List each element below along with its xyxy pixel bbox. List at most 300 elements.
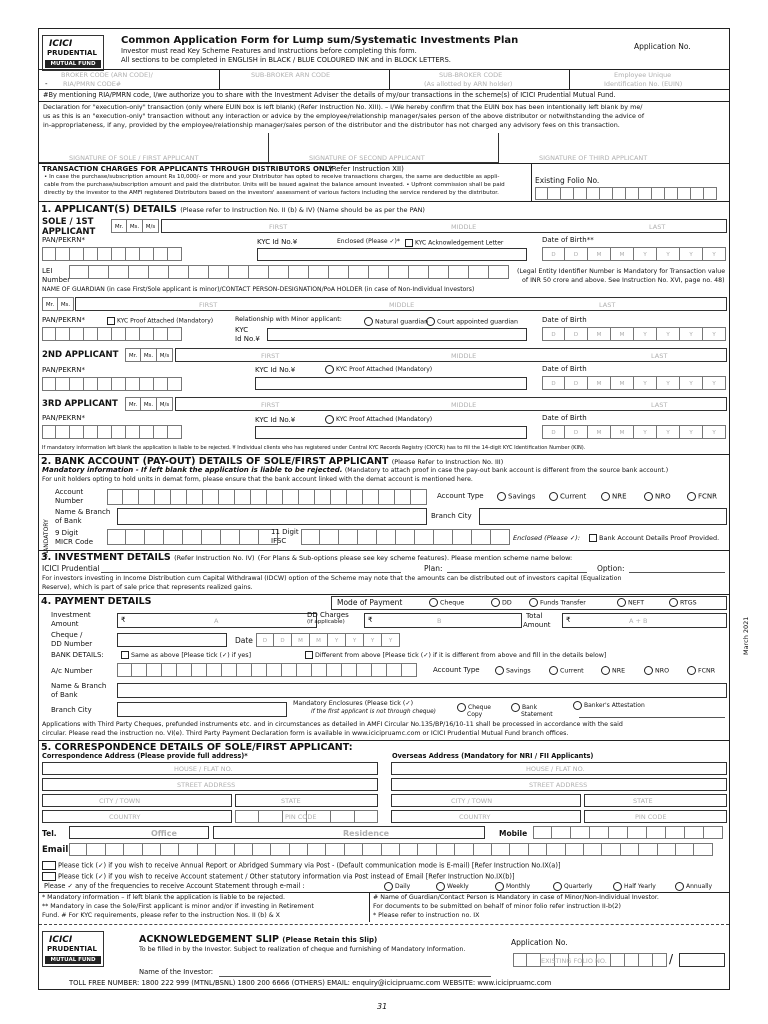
payment-mode-label: Mode of Payment bbox=[337, 598, 403, 607]
third-party-note-2: circular. Please read the instruction no. VI(e). Third Party Payment Declaration form is available in www.icicipruamc.com or ICICI Prudential Mutual Fund branch offices. bbox=[42, 730, 569, 737]
radio-icon[interactable] bbox=[491, 598, 500, 607]
footnote-6: * Please refer to instruction no. IX bbox=[373, 912, 480, 919]
checkbox-icon[interactable] bbox=[42, 861, 56, 870]
corr-street-hint: STREET ADDRESS bbox=[177, 781, 236, 789]
title-options-1[interactable] bbox=[111, 219, 159, 233]
application-no-label: Application No. bbox=[634, 42, 691, 51]
ack-title: ACKNOWLEDGEMENT SLIP (Please Retain this Slip) bbox=[139, 934, 378, 945]
court-guardian-radio[interactable] bbox=[426, 317, 518, 326]
overseas-house-hint: HOUSE / FLAT NO. bbox=[526, 765, 585, 773]
same-as-above-label: Same as above [Please tick (✓) if yes] bbox=[131, 652, 252, 659]
second-kyc-proof-label: KYC Proof Attached (Mandatory) bbox=[336, 366, 433, 373]
sub-broker-allotted-label: (As allotted by ARN holder) bbox=[424, 80, 513, 88]
savings-radio[interactable] bbox=[497, 492, 535, 501]
third-mr[interactable]: Mr. bbox=[125, 397, 141, 411]
euin-label-2: Identification No. (EUIN) bbox=[604, 80, 683, 88]
radio-icon[interactable] bbox=[687, 492, 696, 501]
third-first-hint: FIRST bbox=[261, 401, 280, 409]
guardian-kyc-label-2: Id No.¥ bbox=[235, 335, 260, 343]
ifsc-label-1: 11 Digit bbox=[271, 528, 299, 536]
freq-monthly-radio[interactable] bbox=[495, 882, 530, 891]
different-label: Different from above [Please tick (✓) if it is different from above and fill in the details below] bbox=[315, 652, 607, 659]
relationship-label: Relationship with Minor applicant: bbox=[235, 316, 342, 323]
cheque-radio[interactable] bbox=[429, 598, 464, 607]
payment-account-type-label: Account Type bbox=[433, 666, 480, 674]
second-kyc-proof[interactable] bbox=[325, 365, 432, 374]
freq-monthly-label: Monthly bbox=[506, 883, 531, 890]
declaration-line-2: us as this is an "execution-only" transaction without any interaction or advice by the employee/relationship manager/sales person of the above distributor or notwithstanding the advice of bbox=[43, 112, 645, 120]
checkbox-icon[interactable] bbox=[121, 651, 129, 659]
nre-radio[interactable] bbox=[601, 492, 627, 501]
second-middle-hint: MIDDLE bbox=[451, 352, 477, 360]
euin-label-1: Employee Unique bbox=[614, 71, 672, 79]
corr-country-hint: COUNTRY bbox=[109, 813, 141, 821]
payment-date-input[interactable]: D D M M Y Y Y Y bbox=[256, 633, 400, 647]
ack-folio-hint: EXISTING FOLIO NO. bbox=[541, 957, 607, 965]
ack-folio-suffix-input[interactable] bbox=[679, 953, 725, 967]
third-last-hint: LAST bbox=[651, 401, 668, 409]
overseas-pin-hint: PIN CODE bbox=[635, 813, 667, 821]
signature-third-label: SIGNATURE OF THIRD APPLICANT bbox=[539, 154, 648, 162]
radio-icon[interactable] bbox=[669, 598, 678, 607]
cheque-label: Cheque bbox=[440, 599, 465, 607]
current-radio[interactable] bbox=[549, 492, 586, 501]
third-dob-input[interactable]: D D M M Y Y Y Y bbox=[542, 425, 726, 439]
title-options-3[interactable] bbox=[125, 397, 173, 411]
guardian-middle-hint: MIDDLE bbox=[389, 301, 415, 309]
radio-icon[interactable] bbox=[573, 701, 582, 710]
title-mr[interactable]: Mr. bbox=[111, 219, 127, 233]
payment-nre-label: NRE bbox=[612, 667, 626, 675]
guardian-pan-label: PAN/PEKRN* bbox=[42, 316, 85, 324]
payment-nre-radio[interactable] bbox=[601, 666, 625, 675]
header-line-2: All sections to be completed in ENGLISH in BLACK / BLUE COLOURED INK and in BLOCK LETTERS. bbox=[121, 56, 451, 64]
ack-icici-logo bbox=[42, 931, 104, 967]
ria-authorization-note: #By mentioning RIA/PMRN code, I/we authorize you to share with the Investment Adviser the details of my/our transactions in the scheme(s) of ICICI Prudential Mutual Fund. bbox=[43, 91, 616, 99]
corr-state-hint: STATE bbox=[281, 797, 301, 805]
ack-logo-sub: PRUDENTIAL bbox=[47, 945, 97, 953]
radio-icon[interactable] bbox=[497, 492, 506, 501]
mandatory-side-label: MANDATORY bbox=[43, 519, 50, 557]
checkbox-icon[interactable] bbox=[305, 651, 313, 659]
footnote-1: * Mandatory information – If left blank the application is liable to be rejected. bbox=[42, 894, 285, 901]
signature-second-label: SIGNATURE OF SECOND APPLICANT bbox=[309, 154, 425, 162]
charges-note-3: directly by the investor to the AMFI registered Distributors based on the investors' assessment of various factors including the service rendered by the distributor. bbox=[44, 190, 499, 196]
guardian-kyc-label-1: KYC bbox=[235, 326, 249, 334]
idcw-note-2: Reserve), which is part of sale price that represents realized gains. bbox=[42, 584, 253, 591]
overseas-state-input[interactable] bbox=[584, 794, 727, 807]
middle-name-hint: MIDDLE bbox=[451, 223, 477, 231]
radio-icon[interactable] bbox=[601, 492, 610, 501]
payment-nro-radio[interactable] bbox=[644, 666, 669, 675]
guardian-label: NAME OF GUARDIAN (in case First/Sole applicant is minor)/CONTACT PERSON-DESIGNATION/PoA HOLDER (in case of Non-Individual Investors) bbox=[42, 286, 475, 293]
declaration-line-3: in-appropriateness, if any, provided by the employee/relationship manager/sales person of the distributor and the distributor has not charged any advisory fees on this transaction. bbox=[43, 121, 620, 129]
radio-icon[interactable] bbox=[511, 703, 520, 712]
print-date: March 2021 bbox=[742, 616, 750, 655]
radio-icon[interactable] bbox=[457, 703, 466, 712]
radio-icon[interactable] bbox=[549, 492, 558, 501]
radio-icon[interactable] bbox=[436, 882, 445, 891]
attestation-input[interactable] bbox=[579, 717, 725, 718]
savings-label: Savings bbox=[508, 492, 536, 501]
payment-branch-label-1: Name & Branch bbox=[51, 682, 107, 690]
payment-savings-label: Savings bbox=[506, 667, 531, 675]
kyc-ack-checkbox[interactable] bbox=[405, 239, 503, 247]
second-last-hint: LAST bbox=[651, 352, 668, 360]
icici-logo bbox=[42, 35, 104, 71]
cheque-copy-label: Cheque bbox=[468, 704, 491, 711]
payment-current-label: Current bbox=[560, 667, 584, 675]
ack-slash: / bbox=[669, 952, 674, 966]
corr-house-hint: HOUSE / FLAT NO. bbox=[174, 765, 233, 773]
micr-label-1: 9 Digit bbox=[55, 529, 79, 537]
kyc-id-input[interactable] bbox=[257, 248, 527, 261]
nro-radio[interactable] bbox=[644, 492, 671, 501]
kyc-id-label: KYC Id No.¥ bbox=[257, 238, 298, 246]
ifsc-label-2: IFSC bbox=[271, 537, 287, 545]
cheque-dd-label-1: Cheque / bbox=[51, 631, 83, 639]
sole-name-input[interactable] bbox=[161, 219, 727, 233]
fcnr-radio[interactable] bbox=[687, 492, 717, 501]
third-party-note-1: Applications with Third Party Cheques, prefunded instruments etc. and in circumstances as detailed in AMFI Circular No.135/BP/16/10-11 shall be processed in accordance with the said bbox=[42, 721, 623, 728]
freq-quarterly-radio[interactable] bbox=[553, 882, 592, 891]
dob-label: Date of Birth** bbox=[542, 236, 594, 244]
amount-a-hint: A bbox=[214, 617, 219, 625]
bank-proof-label: Bank Account Details Proof Provided. bbox=[599, 534, 720, 542]
guardian-kyc-input[interactable] bbox=[267, 328, 527, 341]
investment-amount-label-2: Amount bbox=[51, 620, 79, 628]
footnote-4: # Name of Guardian/Contact Person is Mandatory in case of Minor/Non-Individual Investor. bbox=[373, 894, 659, 901]
guardian-dob-input[interactable]: D D M M Y Y Y Y bbox=[542, 327, 726, 341]
guardian-kyc-proof[interactable] bbox=[107, 317, 213, 325]
tel-residence-hint: Residence bbox=[343, 829, 390, 838]
investment-amount-label-1: Investment bbox=[51, 611, 91, 619]
section-5-title: 5. CORRESPONDENCE DETAILS OF SOLE/FIRST APPLICANT: bbox=[41, 742, 353, 753]
plan-label: Plan: bbox=[424, 564, 443, 573]
checkbox-icon[interactable] bbox=[405, 239, 413, 247]
second-ms[interactable]: Ms. bbox=[141, 348, 157, 362]
freq-half-yearly-label: Half Yearly bbox=[624, 883, 656, 890]
page-number: 31 bbox=[377, 1002, 388, 1011]
last-name-hint: LAST bbox=[649, 223, 666, 231]
corr-pin-hint: PIN CODE bbox=[285, 813, 317, 821]
application-form bbox=[38, 28, 730, 990]
bank-mandatory-note: Mandatory information - If left blank the application is liable to be rejected. (Mandatory to attach proof in case the pay-out bank account is different from the source bank account.) bbox=[42, 466, 669, 474]
plan-input[interactable] bbox=[447, 572, 587, 573]
existing-folio-input[interactable] bbox=[535, 187, 717, 200]
dob-input[interactable]: D D M M Y Y Y Y bbox=[542, 247, 726, 261]
bank-branch-label-1: Name & Branch bbox=[55, 508, 111, 516]
radio-icon[interactable] bbox=[495, 882, 504, 891]
enclosed-label: Enclosed (Please ✓)* bbox=[337, 238, 400, 245]
second-applicant-label: 2ND APPLICANT bbox=[42, 350, 119, 360]
guardian-mr[interactable]: Mr. bbox=[42, 297, 58, 311]
sole-label: SOLE / 1ST bbox=[42, 217, 94, 227]
third-kyc-proof[interactable] bbox=[325, 415, 432, 424]
dash-mark: - bbox=[45, 80, 48, 88]
lei-note-2: of INR 50 crore and above. See Instruction No. XVI, page no. 48) bbox=[522, 277, 725, 284]
nre-label: NRE bbox=[612, 492, 627, 501]
bank-enclosed-label: Enclosed (Please ✓): bbox=[513, 534, 581, 542]
email-input[interactable] bbox=[69, 843, 713, 856]
mandatory-enclosures-label: Mandatory Enclosures (Please tick (✓) bbox=[293, 700, 414, 707]
payment-branch-input[interactable] bbox=[117, 683, 727, 698]
funds-transfer-label: Funds Transfer bbox=[540, 599, 586, 607]
radio-icon[interactable] bbox=[364, 317, 373, 326]
third-ms[interactable]: Ms. bbox=[141, 397, 157, 411]
corr-state-input[interactable] bbox=[235, 794, 378, 807]
payment-branch-label-2: of Bank bbox=[51, 691, 78, 699]
sub-broker-arn-label: SUB-BROKER ARN CODE bbox=[251, 71, 331, 79]
ack-contact-line: TOLL FREE NUMBER: 1800 222 999 (MTNL/BSNL) 1800 200 6666 (OTHERS) EMAIL: enquiry@icicipruamc.com WEBSITE: www.icicipruamc.com bbox=[69, 979, 552, 987]
radio-icon[interactable] bbox=[325, 365, 334, 374]
bank-statement-label-2: Statement bbox=[521, 711, 553, 718]
logo-band: MUTUAL FUND bbox=[45, 60, 101, 68]
applicant-label: APPLICANT bbox=[42, 227, 96, 237]
cheque-dd-label-2: DD Number bbox=[51, 640, 93, 648]
first-name-hint: FIRST bbox=[269, 223, 288, 231]
natural-guardian-radio[interactable] bbox=[364, 317, 428, 326]
demat-note: For unit holders opting to hold units in demat form, please ensure that the bank account linked with the demat account is mentioned here. bbox=[42, 476, 473, 483]
section-3-title: 3. INVESTMENT DETAILS (Refer Instruction No. IV) (For Plans & Sub-options please see key scheme features). Please mention scheme name below: bbox=[41, 552, 573, 563]
footnote-2: ** Mandatory in case the Sole/First applicant is minor and/or if investing in Retirement bbox=[42, 903, 314, 910]
dd-charges-input[interactable] bbox=[364, 613, 522, 628]
rtgs-radio[interactable] bbox=[669, 598, 697, 607]
guardian-first-hint: FIRST bbox=[199, 301, 218, 309]
logo-sub: PRUDENTIAL bbox=[47, 49, 97, 57]
account-type-label: Account Type bbox=[437, 492, 484, 500]
checkbox-icon[interactable] bbox=[107, 317, 115, 325]
dd-charges-label-1: DD Charges bbox=[307, 611, 349, 619]
ack-name-label: Name of the Investor: bbox=[139, 968, 214, 976]
bank-branch-input[interactable] bbox=[117, 508, 427, 525]
freq-weekly-radio[interactable] bbox=[436, 882, 469, 891]
title-ms[interactable]: Ms. bbox=[127, 219, 143, 233]
radio-icon[interactable] bbox=[529, 598, 538, 607]
kyc-ack-label: KYC Acknowledgement Letter bbox=[415, 239, 504, 247]
option-input[interactable] bbox=[629, 572, 725, 573]
dd-label: DD bbox=[502, 599, 512, 607]
radio-icon[interactable] bbox=[687, 666, 696, 675]
radio-icon[interactable] bbox=[601, 666, 610, 675]
neft-label: NEFT bbox=[628, 599, 645, 607]
email-label: Email bbox=[42, 845, 69, 855]
second-pan-label: PAN/PEKRN* bbox=[42, 366, 85, 374]
current-label: Current bbox=[560, 492, 587, 501]
kyc-proof-label: KYC Proof Attached (Mandatory) bbox=[117, 317, 214, 325]
radio-icon[interactable] bbox=[675, 882, 684, 891]
tel-office-hint: Office bbox=[151, 829, 177, 838]
micr-label-2: MICR Code bbox=[55, 538, 94, 546]
payment-date-label: Date bbox=[235, 636, 253, 645]
title-options-2[interactable] bbox=[125, 348, 173, 362]
total-amount-label-2: Amount bbox=[523, 621, 551, 629]
checkbox-icon[interactable] bbox=[42, 872, 56, 881]
second-kyc-label: KYC Id No.¥ bbox=[255, 366, 296, 374]
charges-title: TRANSACTION CHARGES FOR APPLICANTS THROUGH DISTRIBUTORS ONLY bbox=[42, 165, 334, 173]
guardian-ms[interactable]: Ms. bbox=[58, 297, 74, 311]
charges-ref: (Refer Instruction XII) bbox=[329, 165, 404, 173]
same-as-above-checkbox[interactable] bbox=[121, 651, 251, 659]
pan-input[interactable] bbox=[42, 247, 182, 261]
payment-branch-city-label: Branch City bbox=[51, 706, 92, 714]
section-4-title: 4. PAYMENT DETAILS bbox=[41, 596, 152, 607]
branch-city-input[interactable] bbox=[479, 508, 727, 525]
court-guardian-label: Court appointed guardian bbox=[437, 318, 519, 326]
idcw-note-1: For investors investing in Income Distribution cum Capital Withdrawal (IDCW) option of the Scheme may note that the amounts can be distributed out of investors capital (Equalization bbox=[42, 575, 622, 582]
title-mrs[interactable]: M/s bbox=[143, 219, 159, 233]
lei-label-2: Number bbox=[42, 276, 71, 284]
third-middle-hint: MIDDLE bbox=[451, 401, 477, 409]
freq-weekly-label: Weekly bbox=[447, 883, 469, 890]
freq-annually-label: Annually bbox=[686, 883, 713, 890]
amount-ab-hint: A + B bbox=[629, 617, 648, 625]
radio-icon[interactable] bbox=[495, 666, 504, 675]
second-kyc-input[interactable] bbox=[255, 377, 527, 390]
option-label: Option: bbox=[597, 564, 625, 573]
tel-office-input[interactable] bbox=[69, 826, 209, 839]
dd-charges-label-2: (if applicable) bbox=[307, 619, 345, 625]
account-number-input[interactable] bbox=[107, 489, 427, 505]
charges-note-2: cable from the purchase/subscription amount and paid the distributor. Units will be issued against the balance amount invested. • Upfront commission shall be paid bbox=[44, 182, 505, 188]
bankers-attestation-label: Banker's Attestation bbox=[584, 702, 645, 709]
radio-icon[interactable] bbox=[325, 415, 334, 424]
freq-daily-label: Daily bbox=[395, 883, 411, 890]
bank-proof-checkbox[interactable] bbox=[589, 534, 719, 542]
radio-icon[interactable] bbox=[384, 882, 393, 891]
footnote-3: Fund. # For KYC requirements, please refer to the instruction Nos. II (b) & X bbox=[42, 912, 280, 919]
bank-branch-label-2: of Bank bbox=[55, 517, 82, 525]
radio-icon[interactable] bbox=[617, 598, 626, 607]
micr-input[interactable] bbox=[107, 529, 278, 545]
cheque-dd-input[interactable] bbox=[117, 633, 227, 647]
account-number-label-1: Account bbox=[55, 488, 84, 496]
natural-guardian-label: Natural guardian bbox=[375, 318, 429, 326]
third-dob-label: Date of Birth bbox=[542, 414, 587, 422]
statement-post-label: Please tick (✓) if you wish to receive Account statement / Other statutory information via Post instead of Email [Refer Instruction No.IX(b)] bbox=[58, 872, 515, 881]
second-dob-label: Date of Birth bbox=[542, 365, 587, 373]
checkbox-icon[interactable] bbox=[589, 534, 597, 542]
overseas-country-hint: COUNTRY bbox=[459, 813, 491, 821]
mobile-input[interactable] bbox=[533, 826, 723, 839]
rupee-icon: ₹ bbox=[368, 616, 373, 624]
fcnr-label: FCNR bbox=[698, 492, 718, 501]
dd-radio[interactable] bbox=[491, 598, 512, 607]
section-2-title: 2. BANK ACCOUNT (PAY-OUT) DETAILS OF SOLE/FIRST APPLICANT (Please Refer to Instruction No. III) bbox=[41, 456, 504, 467]
ack-logo-band: MUTUAL FUND bbox=[45, 956, 101, 964]
payment-current-radio[interactable] bbox=[549, 666, 584, 675]
payment-branch-city-input[interactable] bbox=[117, 702, 287, 717]
second-dob-input[interactable]: D D M M Y Y Y Y bbox=[542, 376, 726, 390]
pan-label: PAN/PEKRN* bbox=[42, 236, 85, 244]
ack-filled-note: To be filled in by the Investor. Subject to realization of cheque and furnishing of Mandatory Information. bbox=[139, 946, 466, 953]
ifsc-input[interactable] bbox=[301, 529, 510, 545]
annual-report-post-checkbox[interactable] bbox=[42, 861, 560, 870]
payment-fcnr-label: FCNR bbox=[698, 667, 716, 675]
cut-line bbox=[39, 924, 729, 925]
radio-icon[interactable] bbox=[644, 492, 653, 501]
ria-code-label: RIA/PMRN CODE# bbox=[63, 80, 122, 88]
nro-label: NRO bbox=[655, 492, 671, 501]
second-pan-input[interactable] bbox=[42, 377, 182, 391]
second-mrs[interactable]: M/s bbox=[157, 348, 173, 362]
broker-code-label: BROKER CODE (ARN CODE)/ bbox=[61, 71, 153, 79]
payment-fcnr-radio[interactable] bbox=[687, 666, 715, 675]
form-title: Common Application Form for Lump sum/Systematic Investments Plan bbox=[121, 35, 519, 46]
radio-icon[interactable] bbox=[644, 666, 653, 675]
sub-broker-code-label: SUB-BROKER CODE bbox=[439, 71, 503, 79]
cheque-copy-label-2: Copy bbox=[467, 711, 483, 718]
overseas-state-hint: STATE bbox=[633, 797, 653, 805]
radio-icon[interactable] bbox=[429, 598, 438, 607]
rupee-icon: ₹ bbox=[566, 616, 571, 624]
freq-annually-radio[interactable] bbox=[675, 882, 712, 891]
amount-b-hint: B bbox=[437, 617, 442, 625]
second-mr[interactable]: Mr. bbox=[125, 348, 141, 362]
funds-transfer-radio[interactable] bbox=[529, 598, 586, 607]
statement-post-checkbox[interactable] bbox=[42, 872, 515, 881]
ac-number-label: A/c Number bbox=[51, 667, 93, 675]
header-line-1: Investor must read Key Scheme Features and Instructions before completing this form. bbox=[121, 47, 417, 55]
payment-savings-radio[interactable] bbox=[495, 666, 531, 675]
rtgs-label: RTGS bbox=[680, 599, 697, 607]
bank-statement-label: Bank bbox=[522, 704, 538, 711]
third-pan-input[interactable] bbox=[42, 425, 182, 439]
overseas-street-hint: STREET ADDRESS bbox=[529, 781, 588, 789]
radio-icon[interactable] bbox=[549, 666, 558, 675]
lei-input[interactable] bbox=[69, 265, 509, 279]
frequency-label: Please ✓ any of the frequencies to receive Account Statement through e-mail : bbox=[44, 882, 305, 890]
bankers-attestation-radio[interactable] bbox=[573, 701, 645, 710]
charges-note-1: • In case the purchase/subscription amount Rs 10,000/- or more and your Distributor has opted to receive transactions charges, the same are deductible as appli- bbox=[44, 174, 500, 180]
correspondence-address-label: Correspondence Address (Please provide full address)* bbox=[42, 752, 248, 760]
mandatory-enclosures-note: if the first applicant is not through cheque) bbox=[311, 709, 436, 715]
radio-icon[interactable] bbox=[553, 882, 562, 891]
freq-daily-radio[interactable] bbox=[384, 882, 410, 891]
existing-folio-label: Existing Folio No. bbox=[535, 176, 600, 185]
radio-icon[interactable] bbox=[426, 317, 435, 326]
tel-label: Tel. bbox=[42, 829, 57, 838]
different-checkbox[interactable] bbox=[305, 651, 606, 659]
radio-icon[interactable] bbox=[613, 882, 622, 891]
branch-city-label: Branch City bbox=[431, 512, 472, 520]
guardian-title-options[interactable] bbox=[42, 297, 74, 311]
third-kyc-input[interactable] bbox=[255, 426, 527, 439]
neft-radio[interactable] bbox=[617, 598, 644, 607]
ack-application-no: Application No. bbox=[511, 938, 568, 947]
freq-half-yearly-radio[interactable] bbox=[613, 882, 656, 891]
third-pan-label: PAN/PEKRN* bbox=[42, 414, 85, 422]
bank-details-label: BANK DETAILS: bbox=[51, 651, 104, 659]
lei-label-1: LEI bbox=[42, 267, 53, 275]
ac-number-input[interactable] bbox=[117, 663, 417, 677]
section-1-title: 1. APPLICANT(S) DETAILS (Please refer to Instruction No. II (b) & IV) (Name should be as per the PAN) bbox=[41, 204, 425, 215]
third-mrs[interactable]: M/s bbox=[157, 397, 173, 411]
rupee-icon: ₹ bbox=[121, 616, 126, 624]
lei-note-1: (Legal Entity Identifier Number is Mandatory for Transaction value bbox=[517, 268, 726, 275]
overseas-address-label: Overseas Address (Mandatory for NRI / FII Applicants) bbox=[392, 752, 594, 760]
mandatory-kyc-note: If mandatory information left blank the application is liable to be rejected. ¥ Individual clients who has registered under Central KYC Records Registry (CKYCR) has to fill the 14-digit KYC Identification Number (KIN). bbox=[42, 445, 586, 451]
footnote-5: For documents to be submitted on behalf of minor folio refer instruction II-b(2) bbox=[373, 903, 621, 910]
scheme-label: ICICI Prudential bbox=[42, 564, 100, 573]
payment-nro-label: NRO bbox=[655, 667, 670, 675]
guardian-pan-input[interactable] bbox=[42, 327, 182, 341]
scheme-input[interactable] bbox=[101, 572, 401, 573]
guardian-last-hint: LAST bbox=[599, 301, 616, 309]
declaration-line-1: Declaration for "execution-only" transaction (only where EUIN box is left blank) (Refer Instruction No. XIII). – I/We hereby confirm that the EUIN box has been intentionally left blank by me/ bbox=[43, 103, 643, 111]
freq-quarterly-label: Quarterly bbox=[564, 883, 593, 890]
ack-name-input[interactable] bbox=[219, 976, 491, 977]
